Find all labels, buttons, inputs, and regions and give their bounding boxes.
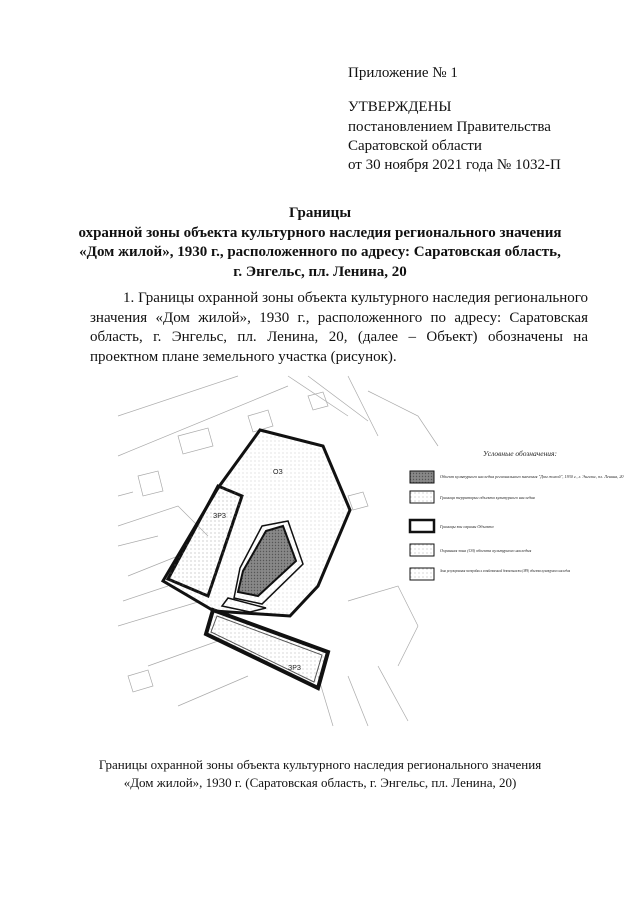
title-line-4: г. Энгельс, пл. Ленина, 20 bbox=[233, 263, 407, 280]
legend-item-zrz: Зона регулирования застройки и хозяйственной деятельности (ЗРЗ) объекта культурного наследия bbox=[440, 568, 571, 573]
zone-label-oz: ОЗ bbox=[273, 469, 283, 476]
map-legend bbox=[410, 449, 624, 580]
legend-swatch-zrz bbox=[410, 568, 434, 580]
figure-caption bbox=[80, 756, 560, 792]
legend-swatch-territory bbox=[410, 491, 434, 503]
caption-line-1: Границы охранной зоны объекта культурного наследия регионального значения bbox=[98, 757, 542, 772]
approval-line-2: Саратовской области bbox=[348, 138, 482, 154]
caption-line-2: «Дом жилой», 1930 г. (Саратовская область, г. Энгельс, пл. Ленина, 20) bbox=[123, 775, 517, 790]
site-plan-map bbox=[118, 376, 624, 726]
appendix-label: Приложение № 1 bbox=[348, 65, 458, 81]
zrz-zone-strip bbox=[206, 610, 328, 688]
legend-item-territory: Граница территории объекта культурного наследия bbox=[440, 495, 535, 500]
document-title bbox=[70, 204, 570, 282]
approval-heading: УТВЕРЖДЕНЫ bbox=[348, 99, 452, 115]
legend-item-oz: Охранная зона (ОЗ) объекта культурного наследия bbox=[440, 548, 532, 553]
title-line-2: охранной зоны объекта культурного наследия регионального значения bbox=[78, 224, 562, 241]
body-paragraph: 1. Границы охранной зоны объекта культурного наследия регионального значения «Дом жилой», 1930 г., расположенного по адресу: Саратовская область, г. Энгельс, пл. Ленина, 20, (далее – Объект) обозначены на проектном плане земельного участка (рисунок). bbox=[90, 290, 588, 365]
approval-line-1: постановлением Правительства bbox=[348, 119, 551, 135]
legend-title: Условные обозначения: bbox=[483, 449, 558, 458]
approval-line-3: от 30 ноября 2021 года № 1032-П bbox=[348, 157, 561, 173]
legend-item-object: Объект культурного наследия регионального значения "Дом жилой", 1930 г., г. Энгельс, пл. Ленина, 20 bbox=[440, 474, 624, 479]
legend-item-zone-borders: Границы зон охраны Объекта bbox=[440, 524, 494, 529]
legend-swatch-oz bbox=[410, 544, 434, 556]
approval-block bbox=[348, 98, 561, 175]
zone-label-zrz-1: ЗРЗ bbox=[213, 513, 226, 520]
legend-swatch-object bbox=[410, 471, 434, 483]
title-line-1: Границы bbox=[288, 205, 352, 221]
legend-swatch-zone-borders bbox=[410, 520, 434, 532]
zone-label-zrz-2: ЗРЗ bbox=[288, 665, 301, 672]
title-line-3: «Дом жилой», 1930 г., расположенного по адресу: Саратовская область, bbox=[79, 244, 561, 260]
